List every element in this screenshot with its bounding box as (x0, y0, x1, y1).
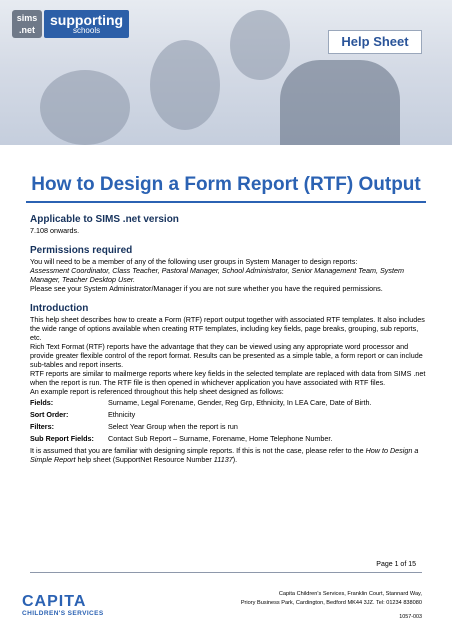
applicable-version: 7.108 onwards. (30, 226, 80, 235)
help-sheet-reference: How to Design a Simple Report (30, 446, 419, 464)
field-value: Contact Sub Report – Surname, Forename, Home Telephone Number. (108, 434, 333, 443)
field-label: Fields: (30, 398, 54, 407)
banner-photo (280, 60, 400, 145)
intro-para-3: RTF reports are similar to mailmerge reports where key fields in the selected template are replaced with data from SIMS .net when the report is run. The RTF file is then opened in whichever application you have associated with RTF files. (30, 369, 426, 387)
banner-photo (150, 40, 220, 130)
banner-photo (230, 10, 290, 80)
permissions-para-1: You will need to be a member of any of the following user groups in System Manager to design reports: (30, 257, 358, 266)
permissions-user-groups: Assessment Coordinator, Class Teacher, Pastoral Manager, School Administrator, Senior Management Team, System Manager, Teacher Desktop User. (30, 266, 404, 284)
field-value: Select Year Group when the report is run (108, 422, 238, 431)
capita-logo: CAPITA CHILDREN'S SERVICES (22, 593, 104, 617)
field-label: Filters: (30, 422, 54, 431)
footer-divider (30, 572, 422, 573)
page-number: Page 1 of 15 (376, 561, 416, 568)
intro-para-4: An example report is referenced throughout this help sheet designed as follows: (30, 387, 284, 396)
page-title: How to Design a Form Report (RTF) Output (31, 174, 421, 195)
intro-para-5: It is assumed that you are familiar with designing simple reports. If this is not the case, please refer to the How to Design a Simple Report help sheet (SupportNet Resource Number 11137). (30, 446, 419, 464)
field-label: Sub Report Fields: (30, 434, 94, 443)
intro-para-2: Rich Text Format (RTF) reports have the advantage that they can be viewed using any appropriate word processor and provide greater flexible control of the report format. Results can be presented as a simple table, a form report or can include sub-tables and report inserts. (30, 342, 423, 369)
resource-number: 11137 (213, 455, 233, 464)
sims-logo (12, 10, 129, 38)
supporting-schools-badge: supporting schools (44, 10, 129, 38)
header-banner (0, 0, 452, 145)
permissions-para-3: Please see your System Administrator/Manager if you are not sure whether you have the required permissions. (30, 284, 383, 293)
field-value: Surname, Legal Forename, Gender, Reg Grp, Ethnicity, In LEA Care, Date of Birth. (108, 398, 372, 407)
section-heading-permissions: Permissions required (30, 245, 133, 256)
banner-photo (40, 70, 130, 145)
footer-address: Capita Children's Services, Franklin Court, Stannard Way, Priory Business Park, Cardington, Bedford MK44 3JZ. Tel: 01234 838080 (240, 591, 422, 606)
section-heading-applicable: Applicable to SIMS .net version (30, 214, 179, 225)
sims-badge: sims .net (12, 10, 42, 38)
section-heading-introduction: Introduction (30, 303, 89, 314)
document-code: 1057-003 (399, 614, 422, 620)
field-value: Ethnicity (108, 410, 136, 419)
help-sheet-label: Help Sheet (328, 30, 422, 54)
document-body (30, 213, 428, 464)
example-report-fields (30, 398, 428, 443)
title-divider (26, 201, 426, 203)
intro-para-1: This help sheet describes how to create a Form (RTF) report output together with associated RTF templates. It also includes the wide range of options available when creating RTF templates, including key fields, page breaks, grouping, sub reports, etc. (30, 315, 425, 342)
field-label: Sort Order: (30, 410, 69, 419)
